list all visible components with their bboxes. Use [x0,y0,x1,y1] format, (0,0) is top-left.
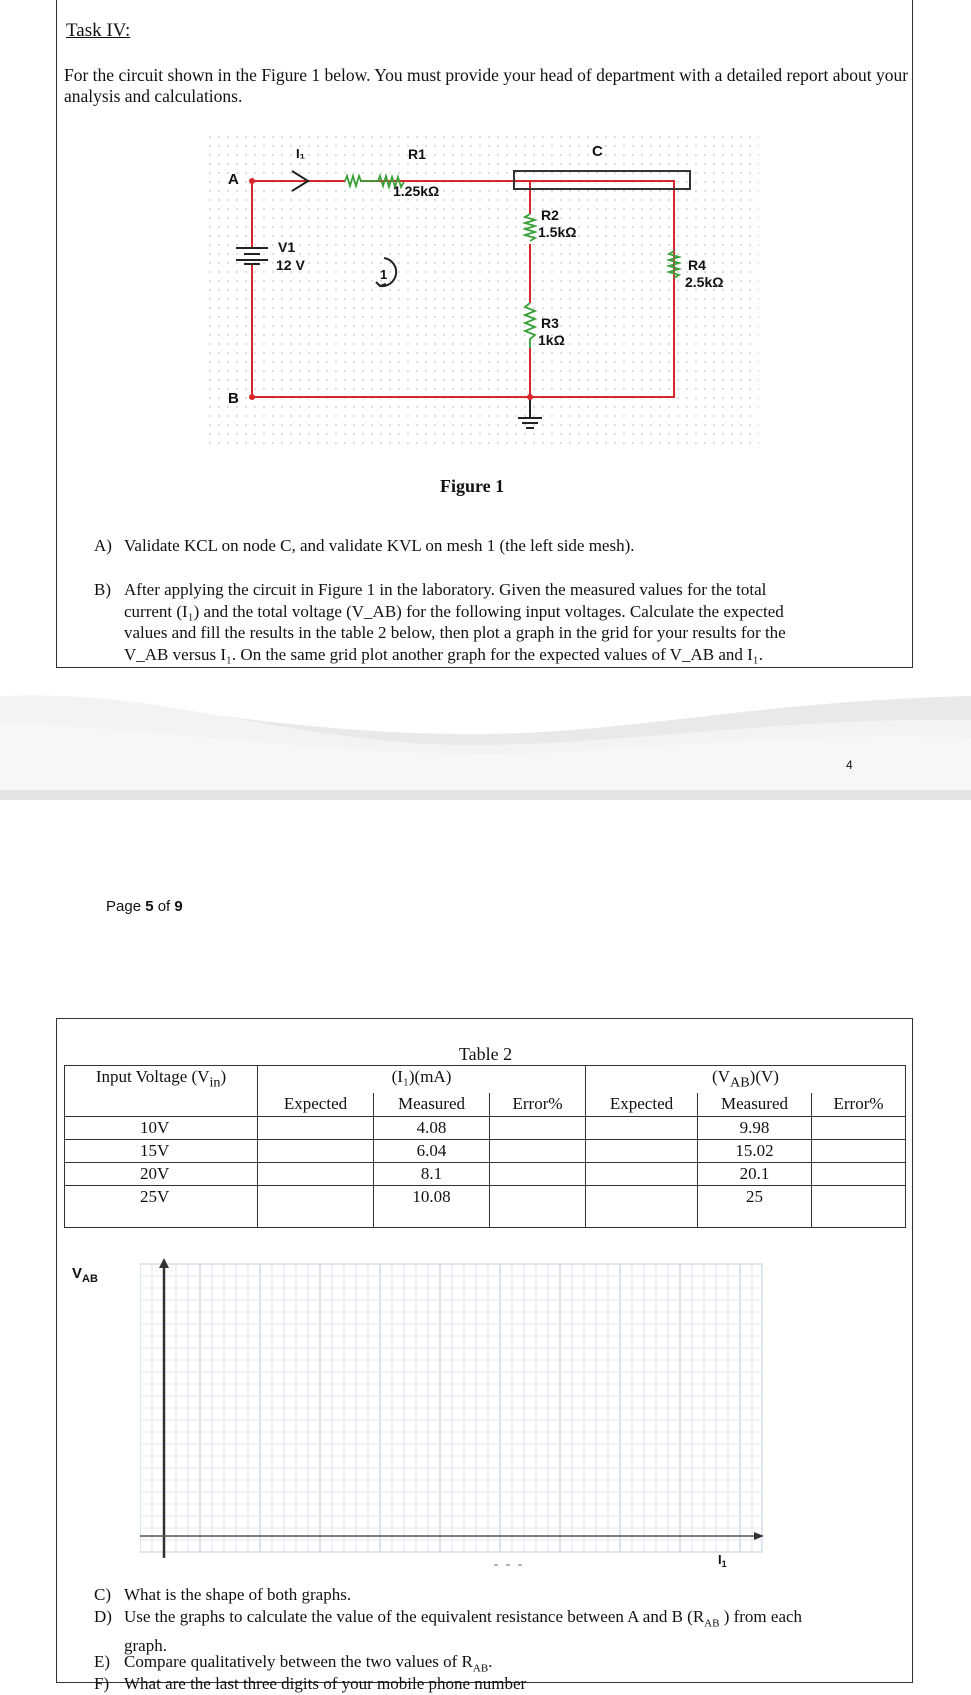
x-axis-label [718,1552,727,1569]
page-footer-current: 5 [145,898,154,915]
i-expected-cell[interactable] [258,1139,374,1162]
question-e-text: Compare qualitatively between the two values of R [124,1652,473,1671]
i-measured-cell: 4.08 [374,1116,490,1139]
question-b-body [124,579,904,665]
figure-caption: Figure 1 [440,476,505,496]
x-axis-label-sub: 1 [721,1559,727,1569]
r1-value: 1.25kΩ [393,183,440,199]
vin-cell: 15V [65,1139,258,1162]
r4-value: 2.5kΩ [685,274,724,290]
page-footer-middle: of [153,898,175,915]
i-error-cell[interactable] [490,1162,586,1185]
v-measured-cell: 25 [698,1185,812,1227]
node-c-label: C [592,143,603,160]
question-c-letter: C) [94,1585,111,1604]
question-f-letter: F) [94,1674,110,1693]
subheader-i-measured: Measured [374,1093,490,1116]
subheader-i-error: Error% [490,1093,586,1116]
r3-name: R3 [541,315,559,331]
question-e-wrap [94,1628,894,1650]
subheader-v-measured: Measured [698,1093,812,1116]
subheader-i-expected: Expected [258,1093,374,1116]
v-error-cell[interactable] [812,1116,906,1139]
header-voltage-group-text: (V [712,1067,730,1086]
r2-name: R2 [541,207,559,223]
table-title: Table 2 [458,1044,513,1064]
question-f [94,1673,894,1695]
question-b-line-4: V_AB versus I₁. On the same grid plot another graph for the expected values of V_AB and I₁. [124,644,763,664]
page-footer-total: 9 [174,898,183,915]
question-d-line-1-text: Use the graphs to calculate the value of the equivalent resistance between A and B (R [124,1607,705,1626]
question-e-letter: E) [94,1652,111,1671]
mesh-1-label: 1 [380,267,388,282]
i-error-cell[interactable] [490,1139,586,1162]
grid-lines [140,1264,762,1552]
v1-name: V1 [278,239,296,255]
y-axis-label-sub: AB [82,1273,98,1285]
table-row [65,1185,906,1227]
task-title: Task IV: [66,20,131,41]
question-e-sub: AB [472,1662,489,1675]
circuit-diagram [200,136,760,446]
question-b-letter: B) [94,580,111,599]
v-error-cell[interactable] [812,1162,906,1185]
v-expected-cell[interactable] [586,1139,698,1162]
question-e-tail: . [488,1652,493,1671]
header-input-voltage-text: Input Voltage (V [95,1067,210,1086]
question-c [94,1584,894,1606]
vin-cell: 20V [65,1162,258,1185]
vin-cell: 25V [65,1185,258,1227]
x-axis-label-main: I [718,1552,722,1567]
subheader-v-error: Error% [812,1093,906,1116]
v-expected-cell[interactable] [586,1116,698,1139]
subheader-v-expected: Expected [586,1093,698,1116]
y-axis-label-main: V [72,1265,83,1282]
graph-grid[interactable] [140,1258,780,1578]
question-b-line-3: values and fill the results in the table 2 below, then plot a graph in the grid for your results for the [124,623,786,642]
question-f-text: What are the last three digits of your mobile phone number [124,1674,527,1693]
v-measured-cell: 20.1 [698,1162,812,1185]
question-b [94,579,894,669]
header-input-voltage: Input Voltage $(V_{in})$ [65,1066,258,1117]
i-measured-cell: 10.08 [374,1185,490,1227]
v-measured-cell: 15.02 [698,1139,812,1162]
page-footer-prefix: Page [106,898,146,915]
v-error-cell[interactable] [812,1139,906,1162]
i-expected-cell[interactable] [258,1116,374,1139]
i-error-cell[interactable] [490,1185,586,1227]
question-c-text: What is the shape of both graphs. [124,1585,352,1604]
table-row [65,1116,906,1139]
page-marker: 4 [846,758,853,772]
question-d-line-1-tail: ) from each [719,1607,803,1626]
v-error-cell[interactable] [812,1185,906,1227]
r3-value: 1kΩ [538,332,565,348]
r2-value: 1.5kΩ [538,224,577,240]
y-axis-arrow-icon [159,1258,169,1268]
i-error-cell[interactable] [490,1116,586,1139]
question-a-text: Validate KCL on node C, and validate KVL on mesh 1 (the left side mesh). [124,536,635,555]
r1-name: R1 [408,146,426,162]
i-expected-cell[interactable] [258,1185,374,1227]
y-axis-label [72,1265,98,1285]
header-input-voltage-sub: in [209,1074,221,1091]
v-expected-cell[interactable] [586,1162,698,1185]
header-voltage-group-tail: )(V) [749,1067,779,1086]
node-a-label: A [228,171,239,188]
i-expected-cell[interactable] [258,1162,374,1185]
schematic-grid [205,136,759,446]
header-current-group: (I₁)(mA) [258,1066,586,1094]
node-b-label: B [228,390,239,407]
page-break-band [0,672,971,800]
v1-value: 12 V [276,257,305,273]
v-expected-cell[interactable] [586,1185,698,1227]
task-intro: For the circuit shown in the Figure 1 below. You must provide your head of department with a detailed report about your analysis and calculations. [64,65,909,106]
question-b-line-1: After applying the circuit in Figure 1 in the laboratory. Given the measured values for the total [124,580,767,599]
data-table [64,1065,906,1228]
question-b-line-2: current (I₁) and the total voltage (V_AB) for the following input voltages. Calculate the expected [124,601,784,621]
table-row [65,1139,906,1162]
question-d-letter: D) [94,1607,112,1626]
header-voltage-group-sub: AB [730,1074,750,1091]
vin-cell: 10V [65,1116,258,1139]
r4-name: R4 [688,257,706,273]
question-e [94,1651,894,1673]
i-measured-cell: 6.04 [374,1139,490,1162]
page-footer [106,898,183,915]
header-voltage-group [586,1066,906,1094]
table-row [65,1162,906,1185]
i-measured-cell: 8.1 [374,1162,490,1185]
current-i1-label: I₁ [296,146,305,161]
question-d-line-1-sub: AB [704,1617,720,1630]
question-d-line-2: graph. [124,1635,167,1655]
v-measured-cell: 9.98 [698,1116,812,1139]
question-a-letter: A) [94,536,112,555]
